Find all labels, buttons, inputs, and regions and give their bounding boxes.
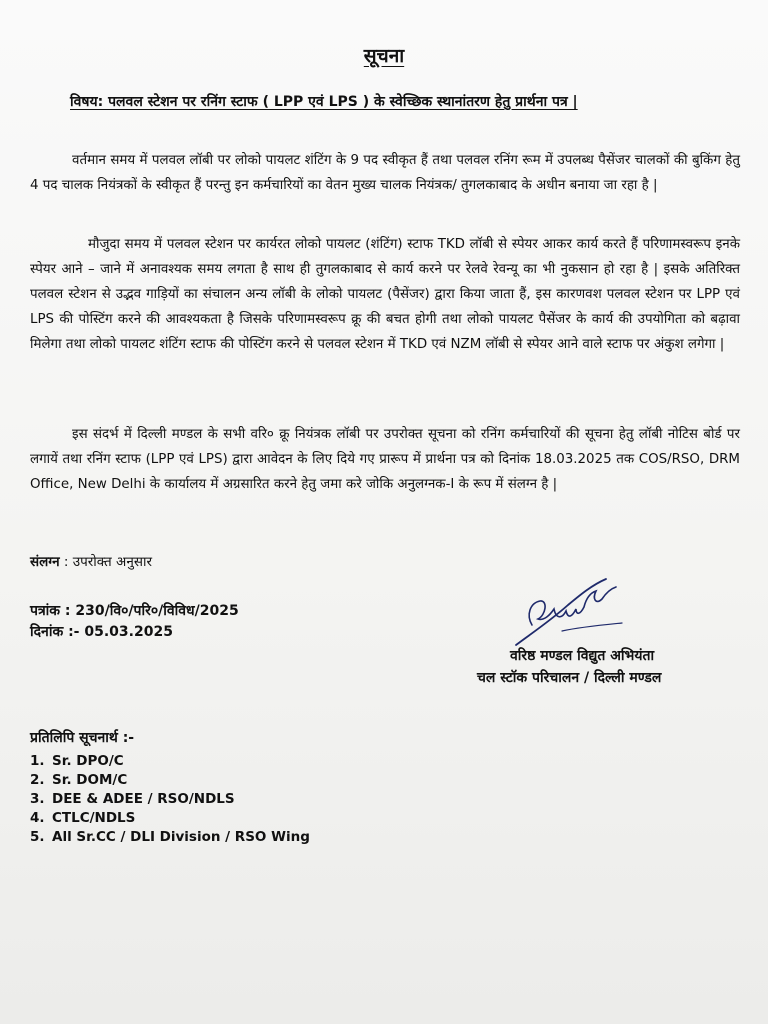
designation-title: वरिष्ठ मण्डल विद्युत अभियंता (510, 648, 655, 664)
enclosure-line (30, 552, 152, 570)
list-text: All Sr.CC / DLI Division / RSO Wing (52, 829, 310, 845)
designation-department: चल स्टॉक परिचालन / दिल्ली मण्डल (477, 670, 662, 686)
document-heading: सूचना (363, 45, 405, 67)
copy-to-list (30, 752, 310, 847)
list-item (30, 771, 310, 790)
handwritten-signature (510, 575, 630, 650)
list-text: Sr. DPO/C (52, 753, 124, 769)
letter-number: पत्रांक : 230/वि०/परि०/विविध/2025 (30, 603, 239, 619)
list-text: Sr. DOM/C (52, 772, 128, 788)
body-paragraph-1: वर्तमान समय में पलवल लॉबी पर लोको पायलट शंटिंग के 9 पद स्वीकृत हैं तथा पलवल रनिंग रूम में उपलब्ध पैसेंजर चालकों की बुकिंग हेतु 4 पद चालक नियंत्रकों के स्वीकृत हैं परन्तु इन कर्मचारियों का वेतन मुख्य चालक नियंत्रक/ तुगलकाबाद के अधीन बनाया जा रहा है | (30, 153, 740, 193)
list-number: 2. (30, 772, 45, 788)
list-item (30, 828, 310, 847)
list-number: 4. (30, 810, 45, 826)
letter-date: दिनांक :- 05.03.2025 (30, 624, 173, 640)
body-paragraph-3: इस संदर्भ में दिल्ली मण्डल के सभी वरि० क्रू नियंत्रक लॉबी पर उपरोक्त सूचना को रनिंग कर्मचारियों की सूचना हेतु लॉबी नोटिस बोर्ड पर लगायें तथा रनिंग स्टाफ (LPP एवं LPS) द्वारा आवेदन के लिए दिये गए प्रारूप में प्रार्थना पत्र को दिनांक 18.03.2025 तक COS/RSO, DRM Office, New Delhi के कार्यालय में अग्रसारित करने हेतु जमा करे जोकि अनुलग्नक-I के रूप में संलग्न है | (30, 427, 740, 492)
enclosure-text: : उपरोक्त अनुसार (59, 554, 152, 570)
list-text: DEE & ADEE / RSO/NDLS (52, 791, 235, 807)
list-item (30, 809, 310, 828)
list-text: CTLC/NDLS (52, 810, 136, 826)
list-item (30, 790, 310, 809)
list-number: 1. (30, 753, 45, 769)
copy-to-title: प्रतिलिपि सूचनार्थ :- (30, 730, 135, 746)
body-paragraph-2: मौजुदा समय में पलवल स्टेशन पर कार्यरत लोको पायलट (शंटिंग) स्टाफ TKD लॉबी से स्पेयर आकर कार्य करते हैं परिणामस्वरूप इनके स्पेयर आने – जाने में अनावश्यक समय लगता है साथ ही तुगलकाबाद से कार्य करने पर रेलवे रेवन्यू का भी नुकसान हो रहा है | इसके अतिरिक्त पलवल स्टेशन से उद्भव गाड़ियों का संचालन अन्य लॉबी के लोको पायलट (पैसेंजर) द्वारा किया जाता हैं, इस कारणवश पलवल स्टेशन पर LPP एवं LPS की पोस्टिंग करने की आवश्यकता है जिसके परिणामस्वरूप क्रू की बचत होगी तथा लोको पायलट पैसेंजर के कार्य की उपयोगिता को बढ़ावा मिलेगा तथा लोको पायलट शंटिंग स्टाफ की पोस्टिंग करने से पलवल स्टेशन में TKD एवं NZM लॉबी से स्पेयर आने वाले स्टाफ पर अंकुश लगेगा | (30, 237, 740, 352)
subject-line: विषय: पलवल स्टेशन पर रनिंग स्टाफ ( LPP एवं LPS ) के स्वेच्छिक स्थानांतरण हेतु प्रार्थना पत्र | (70, 94, 578, 110)
list-number: 3. (30, 791, 45, 807)
enclosure-label: संलग्न (30, 554, 60, 570)
list-number: 5. (30, 829, 45, 845)
list-item (30, 752, 310, 771)
